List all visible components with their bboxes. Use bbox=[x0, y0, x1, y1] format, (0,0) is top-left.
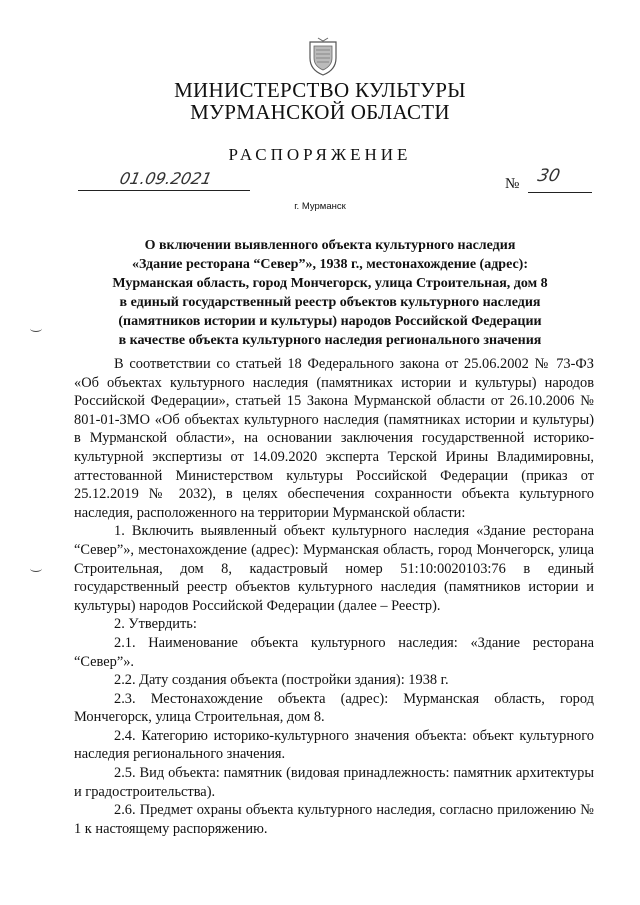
number-underline bbox=[528, 192, 592, 193]
ministry-name-line1: МИНИСТЕРСТВО КУЛЬТУРЫ bbox=[174, 78, 466, 102]
clause-1: 1. Включить выявленный объект культурного наследия «Здание ресторана “Север”», местонахождение (адрес): Мурманская область, город Мончегорск, улица Строительная, дом 8, кадастровый номер 51:10:0020103:76 в единый государственный реестр объектов культурного наследия (памятников истории и культуры) народов Российской Федерации (далее – Реестр). bbox=[74, 523, 594, 614]
clause-2-5: 2.5. Вид объекта: памятник (видовая принадлежность: памятник архитектуры и градостроительства). bbox=[74, 765, 594, 800]
clause-2-6: 2.6. Предмет охраны объекта культурного наследия, согласно приложению № 1 к настоящему распоряжению. bbox=[74, 802, 594, 837]
margin-mark bbox=[30, 565, 42, 572]
document-title bbox=[70, 236, 590, 351]
margin-mark bbox=[30, 325, 42, 332]
clause-2-4: 2.4. Категорию историко-культурного значения объекта: объект культурного наследия регионального значения. bbox=[74, 727, 594, 763]
clause-2-3: 2.3. Местонахождение объекта (адрес): Мурманская область, город Мончегорск, улица Строительная, дом 8. bbox=[74, 690, 594, 726]
document-date: 01.09.2021 bbox=[117, 169, 214, 188]
title-line: Мурманская область, город Мончегорск, улица Строительная, дом 8 bbox=[112, 276, 548, 292]
coat-of-arms-icon bbox=[306, 36, 340, 76]
document-type: РАСПОРЯЖЕНИЕ bbox=[228, 145, 412, 164]
clause-2-1: 2.1. Наименование объекта культурного наследия: «Здание ресторана “Север”». bbox=[74, 634, 594, 670]
number-label: № bbox=[505, 176, 520, 192]
title-line: (памятников истории и культуры) народов Российской Федерации bbox=[118, 314, 542, 330]
city-label: г. Мурманск bbox=[294, 201, 346, 212]
document-number: 30 bbox=[535, 166, 562, 186]
title-line: в единый государственный реестр объектов культурного наследия bbox=[119, 295, 541, 311]
document-body bbox=[74, 355, 594, 838]
title-line: «Здание ресторана “Север”», 1938 г., местонахождение (адрес): bbox=[132, 257, 528, 273]
title-line: в качестве объекта культурного наследия регионального значения bbox=[118, 333, 542, 349]
preamble-paragraph: В соответствии со статьей 18 Федерального закона от 25.06.2002 № 73-ФЗ «Об объектах культурного наследия (памятниках истории и культуры) народов Российской Федерации», статьей 15 Закона Мурманской области от 26.10.2006 № 801-01-ЗМО «Об объектах культурного наследия (памятниках истории и культуры) в Мурманской области», на основании заключения государственной историко-культурной экспертизы от 14.09.2020 эксперта Терской Ирины Владимировны, аттестованной Министерством культуры Российской Федерации (приказ от 25.12.2019 № 2032), в целях обеспечения сохранности объекта культурного наследия, расположенного на территории Мурманской области: bbox=[74, 356, 594, 521]
clause-2-2: 2.2. Дату создания объекта (постройки здания): 1938 г. bbox=[114, 672, 449, 689]
date-underline bbox=[78, 190, 250, 191]
clause-2: 2. Утвердить: bbox=[114, 616, 197, 633]
title-line: О включении выявленного объекта культурного наследия bbox=[144, 238, 516, 253]
ministry-name-line2: МУРМАНСКОЙ ОБЛАСТИ bbox=[190, 100, 450, 124]
